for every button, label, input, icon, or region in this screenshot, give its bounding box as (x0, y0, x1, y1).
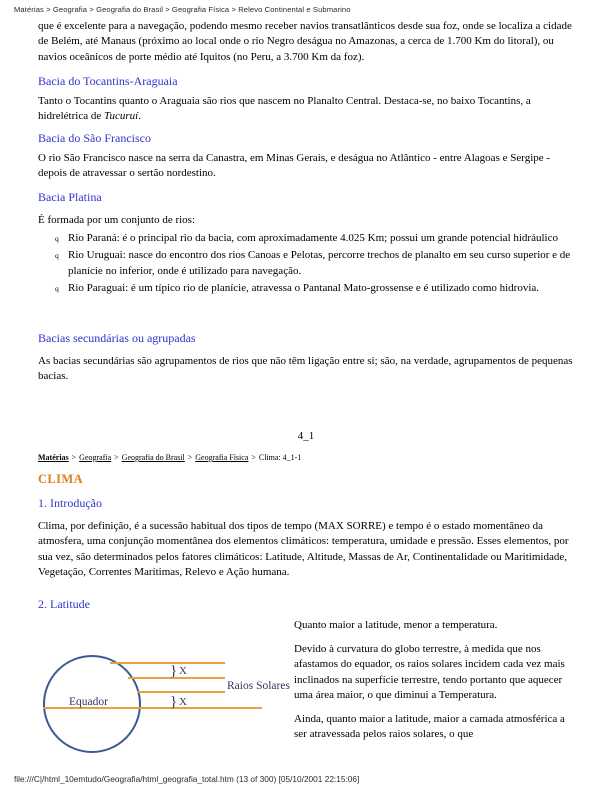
paragraph-navigation-continuation: que é excelente para a navegação, podendo mesmo receber navios transatlânticos desde sua foz, onde se localiza a cidade de Belém, até Manaus (próximo ao local onde o rio Negro deságua no Amazonas, a cerca de 1.700 Km do litoral), ou navios oceânicos de porte médio até Iquitos (no Peru, a 3.700 Km da foz). (38, 20, 572, 63)
paragraph-bacias-secundarias: As bacias secundárias são agrupamentos de rios que não têm ligação entre si; são, na verdade, agrupamentos de pequenas bacias. (38, 355, 573, 383)
square-bullet-icon: q (55, 234, 59, 243)
paragraph-tocantins (38, 94, 578, 125)
square-bullet-icon: q (55, 251, 59, 261)
footer-file-url: file:///C|/html_10emtudo/Geografia/html_geografia_total.htm (13 of 300) [05/10/2001 22:15:06] (14, 774, 360, 784)
heading-bacia-platina: Bacia Platina (38, 190, 102, 204)
list-item-rio-paraguai (38, 281, 578, 296)
breadcrumb-top: Matérias > Geografia > Geografia do Brasil > Geografia Física > Relevo Continental e Submarino (14, 5, 351, 14)
breadcrumb-current: Clima: 4_1-1 (258, 453, 302, 462)
latitude-text-column (294, 618, 578, 751)
x-distance-label-equator: X (179, 696, 187, 708)
paragraph-sao-francisco: O rio São Francisco nasce na serra da Canastra, em Minas Gerais, e deságua no Atlântico - entre Alagoas e Sergipe - depois de atravessar o sertão nordestino. (38, 152, 551, 180)
paragraph-tocantins-text: Tanto o Tocantins quanto o Araguaia são rios que nascem no Planalto Central. Destaca-se, no baixo Tocantins, a hidrelétrica de (38, 95, 531, 123)
paragraph-tocantins-italic: Tucuruí (103, 110, 139, 123)
heading-introducao: 1. Introdução (38, 496, 102, 510)
heading-bacia-sao-francisco: Bacia do São Francisco (38, 131, 151, 145)
x-distance-label-north: X (179, 665, 187, 677)
brace-icon: } (170, 694, 178, 710)
list-item-text: Rio Paraná: é o principal rio da bacia, com aproximadamente 4.025 Km; possui um grande potencial hidráulico (68, 232, 558, 244)
paragraph-latitude-2: Devido à curvatura do globo terrestre, à medida que nos afastamos do equador, os raios solares incidem cada vez mais inclinados na superfície terrestre, tendo portanto que aquecer uma área maior, o que diminui a Temperatura. (294, 643, 565, 701)
breadcrumb-link-geografia[interactable]: Geografia (79, 453, 112, 462)
latitude-globe-diagram (36, 640, 316, 768)
page-number: 4_1 (297, 430, 315, 442)
brace-icon: } (170, 663, 178, 679)
rays-label: Raios Solares (227, 680, 290, 692)
paragraph-introducao: Clima, por definição, é a sucessão habitual dos tipos de tempo (MAX SORRE) e tempo é o estado momentâneo da atmosfera, uma conjunção momentânea dos elementos climáticos: temperatura, umidade e pressão. Esses elementos, por sua vez, são determinados pelos fatores climáticos: Latitude, Altitude, Massas de Ar, Continentalidade ou Maritimidade, Vegetação, Correntes Marítimas, Relevo e Ação humana. (38, 520, 569, 579)
heading-bacia-tocantins: Bacia do Tocantins-Araguaia (38, 74, 178, 88)
paragraph-latitude-1: Quanto maior a latitude, menor a temperatura. (294, 619, 498, 631)
square-bullet-icon: q (55, 284, 59, 294)
list-item-text: Rio Uruguai: nasce do encontro dos rios Canoas e Pelotas, percorre trechos de planalto em seu curso superior e de planície no inferior, onde é utilizado para navegação. (68, 249, 571, 277)
list-item-rio-uruguai (38, 248, 578, 279)
clima-title: CLIMA (38, 472, 84, 486)
breadcrumb-link-materias[interactable]: Matérias (38, 453, 69, 462)
breadcrumb-separator: > (114, 453, 119, 462)
paragraph-platina-lead: É formada por um conjunto de rios: (38, 214, 196, 226)
river-list (38, 231, 578, 299)
breadcrumb-separator: > (187, 453, 193, 462)
list-item-rio-parana (38, 231, 578, 246)
breadcrumb-separator: > (251, 453, 256, 462)
paragraph-latitude-3: Ainda, quanto maior a latitude, maior a camada atmosférica a ser atravessada pelos raios solares, o que (294, 713, 565, 741)
heading-latitude: 2. Latitude (38, 597, 90, 611)
breadcrumb-link-geografia-do-brasil[interactable]: Geografia do Brasil (121, 453, 185, 462)
paragraph-tocantins-period: . (138, 110, 141, 123)
heading-bacias-secundarias: Bacias secundárias ou agrupadas (38, 331, 196, 345)
list-item-text: Rio Paraguai: é um típico rio de planície, atravessa o Pantanal Mato-grossense e é utilizado como hidrovia. (68, 282, 540, 295)
breadcrumb-separator: > (71, 453, 77, 462)
equator-label: Equador (69, 696, 108, 708)
breadcrumb-clima (38, 453, 301, 462)
breadcrumb-link-geografia-fisica[interactable]: Geografia Física (195, 453, 249, 462)
